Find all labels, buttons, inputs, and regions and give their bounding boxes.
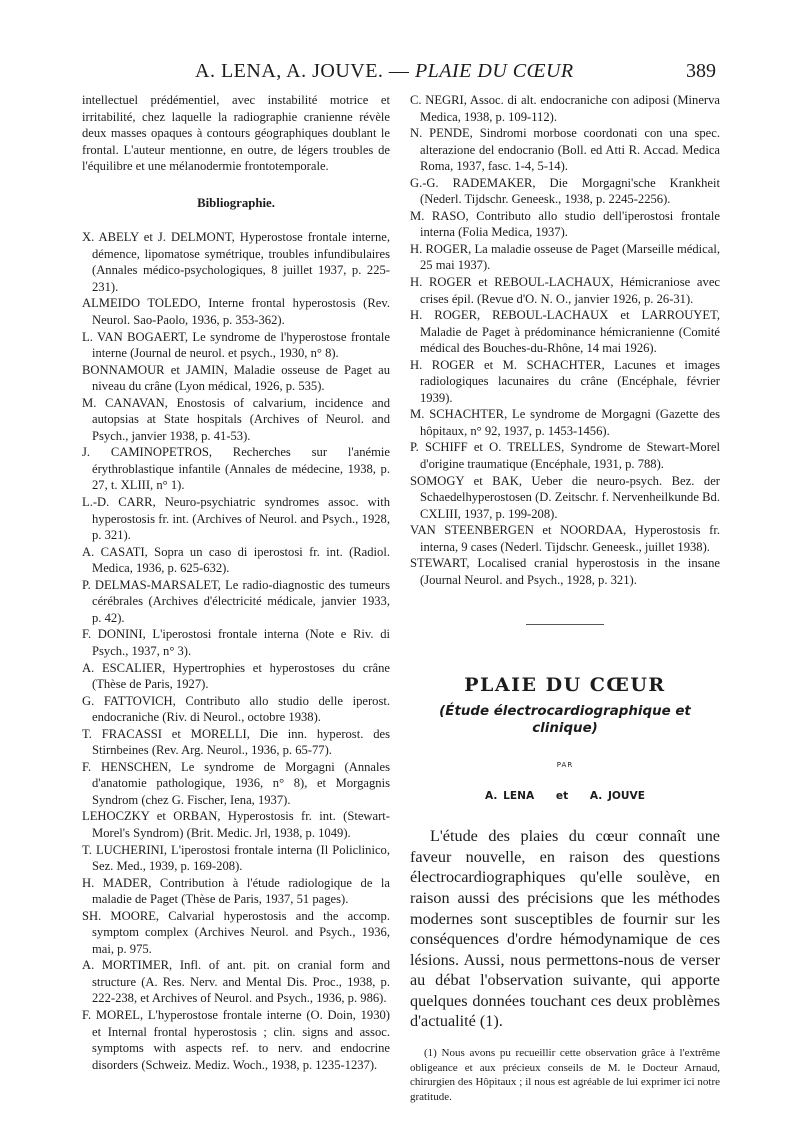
running-head bbox=[195, 60, 725, 83]
reference-item: C. NEGRI, Assoc. di alt. endocraniche con adiposi (Minerva Medica, 1938, p. 109-112). bbox=[410, 93, 720, 124]
intro-paragraph: intellectuel prédémentiel, avec instabilité motrice et irritabilité, chez laquelle la radiographie cranienne révèle deux masses opaques à contours géographiques doublant le frontal. L'auteur mentionne, en outre, de légers troubles de l'équilibre et une mélanodermie frontotemporale. bbox=[82, 93, 390, 174]
reference-item: F. DONINI, L'iperostosi frontale interna (Note e Riv. di Psych., 1937, n° 3). bbox=[82, 627, 390, 658]
reference-item: H. MADER, Contribution à l'étude radiologique de la maladie de Paget (Thèse de Paris, 1937, 51 pages). bbox=[82, 875, 390, 907]
reference-item: SOMOGY et BAK, Ueber die neuro-psych. Bez. der Schaedelhyperostosen (D. Zeitschr. f. Nervenheilkunde Bd. CXLIII, 1937, p. 199-208). bbox=[410, 473, 720, 521]
bibliography-list-right bbox=[410, 92, 720, 588]
reference-item: N. PENDE, Sindromi morbose coordonati con una spec. alterazione del endocranio (Boll. ed Atti R. Accad. Medica Roma, 1937, fasc. 1-4, 5-14). bbox=[410, 126, 720, 174]
reference-item: T. LUCHERINI, L'iperostosi frontale interna (Il Policlinico, Sez. Med., 1939, p. 169-208). bbox=[82, 842, 390, 874]
article-body: L'étude des plaies du cœur connaît une faveur nouvelle, en raison des questions électrocardiographiques qu'elle soulève, en raison aussi des précisions que les méthodes modernes sont susceptibles de fournir sur les conséquences d'ordre hémodynamique de ces lésions. Aussi, nous permettons-nous de verser au débat l'observation suivante, qui apporte quelques données touchant ces deux problèmes d'actualité (1). bbox=[410, 827, 720, 1031]
reference-item: H. ROGER, REBOUL-LACHAUX et LARROUYET, Maladie de Paget à prédominance hémicranienne (Comité médical des Bouches-du-Rhône, 14 mai 1926). bbox=[410, 308, 720, 356]
reference-item: L.-D. CARR, Neuro-psychiatric syndromes assoc. with hyperostosis fr. int. (Archives of Neurol. and Psych., 1928, p. 321). bbox=[82, 495, 390, 543]
reference-item: T. FRACASSI et MORELLI, Die inn. hyperost. des Stirnbeines (Rev. Arg. Neurol., 1936, p. 65-77). bbox=[82, 726, 390, 758]
reference-item: H. ROGER et M. SCHACHTER, Lacunes et images radiologiques lacunaires du crâne (Encéphale, février 1939). bbox=[410, 357, 720, 405]
reference-item: BONNAMOUR et JAMIN, Maladie osseuse de Paget au niveau du crâne (Lyon médical, 1926, p. 535). bbox=[82, 362, 390, 394]
reference-item: M. CANAVAN, Enostosis of calvarium, incidence and autopsias at State hospitals (Archives of Neurol. and Psych., janvier 1938, p. 41-53). bbox=[82, 395, 390, 443]
reference-item: M. RASO, Contributo allo studio dell'iperostosi frontale interna (Folia Medica, 1937). bbox=[410, 208, 720, 240]
reference-item: H. ROGER, La maladie osseuse de Paget (Marseille médical, 25 mai 1937). bbox=[410, 241, 720, 273]
article-title: PLAIE DU CŒUR bbox=[464, 674, 666, 697]
left-column bbox=[82, 92, 390, 1073]
section-divider bbox=[526, 624, 604, 625]
reference-item: L. VAN BOGAERT, Le syndrome de l'hyperostose frontale interne (Journal de neurol. et psych., 1930, n° 8). bbox=[82, 329, 390, 361]
reference-item: X. ABELY et J. DELMONT, Hyperostose frontale interne, démence, lipomatose symétrique, troubles infundibulaires (Annales médico-psychologiques, 8 juillet 1937, p. 225-231). bbox=[82, 230, 390, 294]
reference-item: LEHOCZKY et ORBAN, Hyperostosis fr. int. (Stewart-Morel's Syndrom) (Brit. Medic. Jrl, 1938, p. 1049). bbox=[82, 809, 390, 840]
reference-item: A. ESCALIER, Hypertrophies et hyperostoses du crâne (Thèse de Paris, 1927). bbox=[82, 660, 390, 692]
running-head-authors: A. LENA, A. JOUVE. — bbox=[195, 60, 415, 82]
author-name: A. JOUVE bbox=[589, 789, 645, 802]
reference-item: A. MORTIMER, Infl. of ant. pit. on cranial form and structure (A. Res. Nerv. and Mental Dis. Proc., 1938, p. 222-238, et Archives of Neurol. and Psych., 1936, p. 986). bbox=[82, 958, 390, 1006]
reference-item: A. CASATI, Sopra un caso di iperostosi fr. int. (Radiol. Medica, 1936, p. 625-632). bbox=[82, 544, 390, 576]
reference-item: H. ROGER et REBOUL-LACHAUX, Hémicraniose avec crises épil. (Revue d'O. N. O., janvier 1926, p. 26-31). bbox=[410, 275, 720, 306]
running-head-title: PLAIE DU CŒUR bbox=[414, 60, 574, 82]
reference-item: STEWART, Localised cranial hyperostosis in the insane (Journal Neurol. and Psych., 1928, p. 321). bbox=[410, 556, 720, 587]
article-subtitle: (Étude électrocardiographique et clinique) bbox=[439, 703, 691, 736]
reference-item: G. FATTOVICH, Contributo allo studio delle iperost. endocraniche (Riv. di Neurol., octobre 1938). bbox=[82, 693, 390, 725]
reference-item: J. CAMINOPETROS, Recherches sur l'anémie érythroblastique infantile (Annales de médecine, 1938, p. 27, t. XLIII, n° 1). bbox=[82, 445, 390, 493]
bibliography-list-left bbox=[82, 229, 390, 1073]
reference-item: G.-G. RADEMAKER, Die Morgagni'sche Krankheit (Nederl. Tijdschr. Geneesk., 1938, p. 2245-2256). bbox=[410, 175, 720, 207]
reference-item: SH. MOORE, Calvarial hyperostosis and the accomp. symptom complex (Archives Neurol. and Psych., 1936, mai, p. 975. bbox=[82, 908, 390, 956]
reference-item: F. MOREL, L'hyperostose frontale interne (O. Doin, 1930) et Internal frontal hyperostosis ; clin. signs and assoc. symptoms with aspects ref. to nerv. and endocrine disorders (Schweiz. Mediz. Woch., 1938, p. 1235-1237). bbox=[82, 1007, 390, 1072]
reference-item: P. SCHIFF et O. TRELLES, Syndrome de Stewart-Morel d'origine traumatique (Encéphale, 1931, p. 788). bbox=[410, 440, 720, 472]
author-conjunction: et bbox=[555, 789, 569, 802]
footnote: (1) Nous avons pu recueillir cette observation grâce à l'extrême obligeance et aux précieux conseils de M. le Docteur Arnaud, chirurgien des Hôpitaux ; il nous est agréable de lui exprimer ici notre gratitude. bbox=[410, 1047, 720, 1103]
reference-item: P. DELMAS-MARSALET, Le radio-diagnostic des tumeurs cérébrales (Archives d'électricité médicale, janvier 1933, p. 42). bbox=[82, 577, 390, 625]
article-authors bbox=[410, 788, 720, 805]
author-name: A. LENA bbox=[485, 789, 535, 802]
page-number: 389 bbox=[686, 60, 716, 82]
reference-item: M. SCHACHTER, Le syndrome de Morgagni (Gazette des hôpitaux, n° 92, 1937, p. 1453-1456). bbox=[410, 407, 720, 438]
reference-item: F. HENSCHEN, Le syndrome de Morgagni (Annales d'anatomie pathologique, 1936, n° 8), et Morgagnis Syndrom (chez G. Fischer, Iena, 1937). bbox=[82, 759, 390, 807]
byline-par: PAR bbox=[556, 761, 574, 770]
bibliography-title: Bibliographie. bbox=[197, 195, 275, 210]
reference-item: ALMEIDO TOLEDO, Interne frontal hyperostosis (Rev. Neurol. Sao-Paolo, 1936, p. 353-362). bbox=[82, 296, 390, 328]
reference-item: VAN STEENBERGEN et NOORDAA, Hyperostosis fr. interna, 9 cases (Nederl. Tijdschr. Geneesk., juillet 1938). bbox=[410, 523, 720, 554]
right-column bbox=[410, 92, 720, 1104]
